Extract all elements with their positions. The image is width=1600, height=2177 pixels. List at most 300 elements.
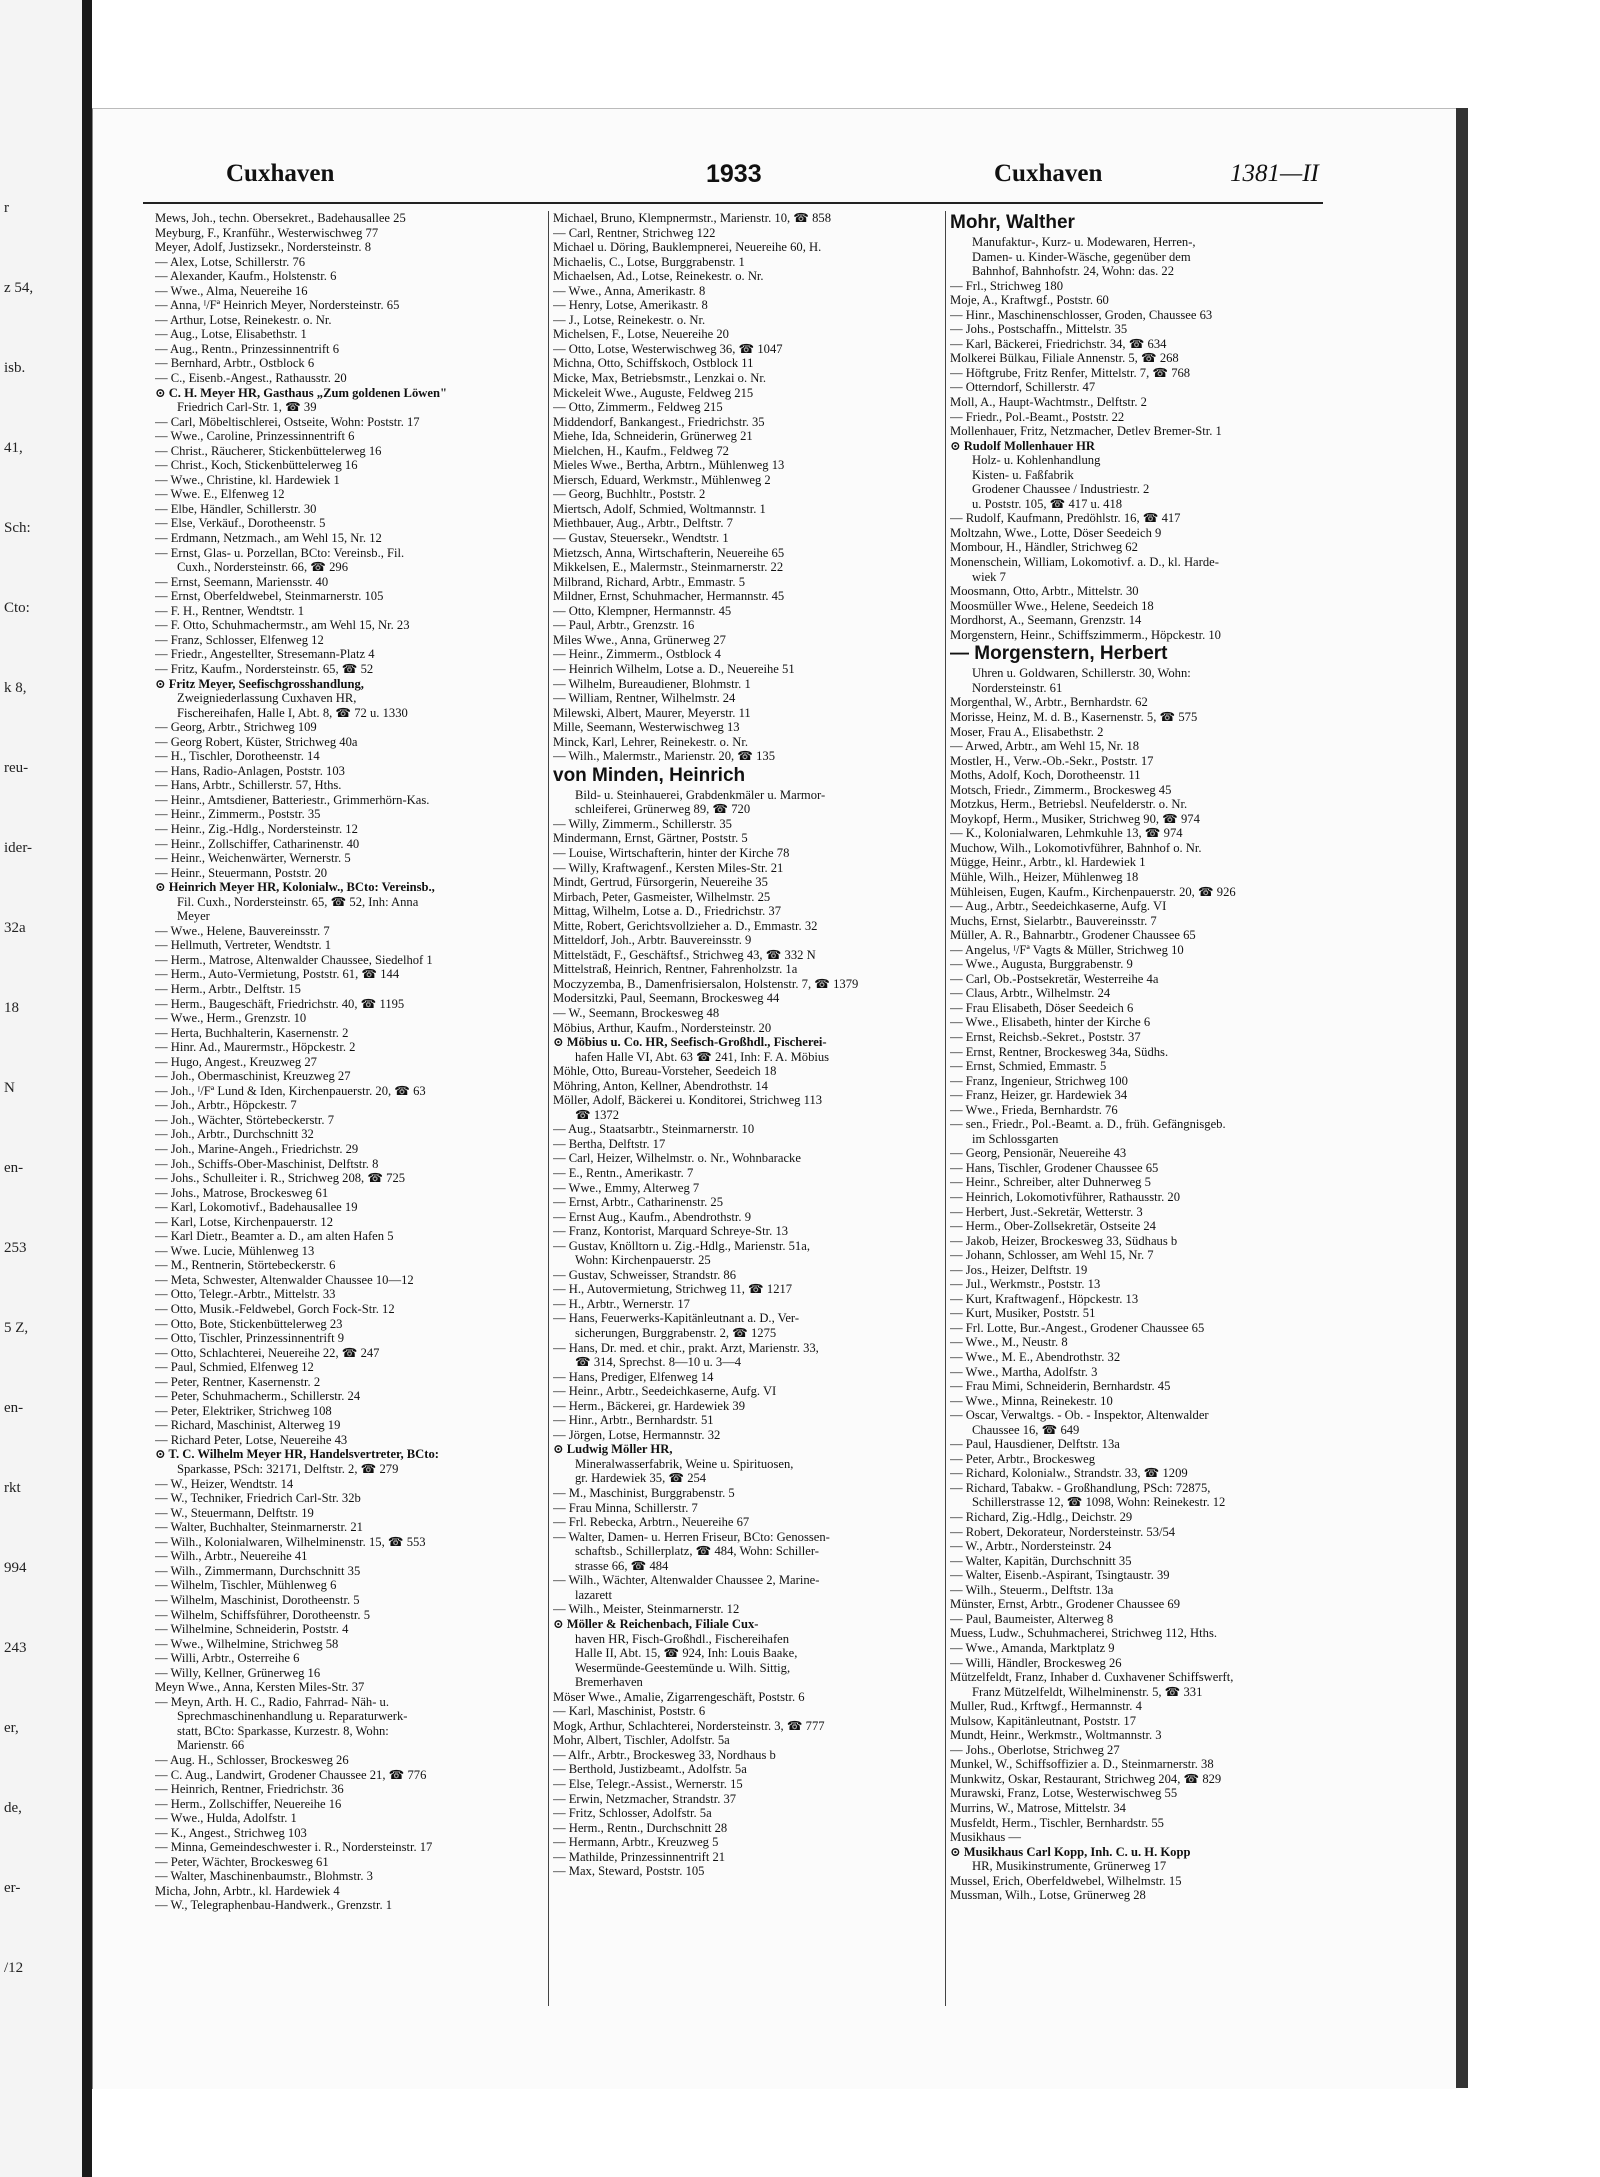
directory-entry: u. Poststr. 105, ☎ 417 u. 418 — [972, 496, 1123, 511]
directory-entry: — Heinrich Wilhelm, Lotse a. D., Neuereihe 51 — [553, 661, 795, 676]
directory-entry: — Heinr., Zig.-Hdlg., Nordersteinstr. 12 — [155, 821, 358, 836]
directory-entry: — Carl, Ob.-Postsekretär, Westerreihe 4a — [950, 971, 1159, 986]
directory-entry: — Max, Steward, Poststr. 105 — [553, 1864, 705, 1879]
directory-entry: Münster, Ernst, Arbtr., Grodener Chaussee 69 — [950, 1597, 1180, 1612]
directory-entry: — Frau Mimi, Schneiderin, Bernhardstr. 45 — [950, 1379, 1171, 1394]
directory-entry: — Erwin, Netzmacher, Strandstr. 37 — [553, 1791, 737, 1806]
directory-entry: — Walter, Buchhalter, Steinmarnerstr. 21 — [155, 1520, 363, 1535]
directory-entry: — Aug. H., Schlosser, Brockesweg 26 — [155, 1752, 349, 1767]
directory-entry: — Mathilde, Prinzessinnentrift 21 — [553, 1849, 726, 1864]
directory-entry: Friedrich Carl-Str. 1, ☎ 39 — [177, 400, 317, 415]
directory-entry: — Joh., Obermaschinist, Kreuzweg 27 — [155, 1069, 351, 1084]
directory-entry: — Wilh., Arbtr., Neuereihe 41 — [155, 1549, 308, 1564]
directory-entry: — Rudolf, Kaufmann, Predöhlstr. 16, ☎ 417 — [950, 511, 1181, 526]
directory-entry: — Peter, Arbtr., Brockesweg — [950, 1451, 1095, 1466]
directory-entry: — Hermann, Arbtr., Kreuzweg 5 — [553, 1835, 719, 1850]
directory-entry: Modersitzki, Paul, Seemann, Brockesweg 44 — [553, 991, 780, 1006]
directory-entry: — Wwe., M. E., Abendrothstr. 32 — [950, 1350, 1121, 1365]
directory-entry: — Gustav, Steuersekr., Wendtstr. 1 — [553, 531, 729, 546]
directory-entry: — Richard, Maschinist, Alterweg 19 — [155, 1418, 341, 1433]
directory-entry: Zweigniederlassung Cuxhaven HR, — [177, 691, 357, 706]
directory-entry: — Kurt, Kraftwagenf., Höpckestr. 13 — [950, 1291, 1139, 1306]
directory-entry: Morgenthal, W., Arbtr., Bernhardstr. 62 — [950, 695, 1148, 710]
directory-entry: Miehe, Ida, Schneiderin, Grünerweg 21 — [553, 429, 753, 444]
directory-entry: hafen Halle VI, Abt. 63 ☎ 241, Inh: F. A. Möbius — [575, 1049, 830, 1064]
directory-entry: ⊙ C. H. Meyer HR, Gasthaus „Zum goldenen Löwen" — [155, 385, 447, 400]
directory-entry: — Willy, Kellner, Grünerweg 16 — [155, 1665, 321, 1680]
directory-entry: Wesermünde-Geestemünde u. Wilh. Sittig, — [575, 1660, 791, 1675]
directory-entry: — Frl. Lotte, Bur.-Angest., Grodener Chaussee 65 — [950, 1320, 1205, 1335]
directory-entry: Moykopf, Herm., Musiker, Strichweg 90, ☎ 974 — [950, 811, 1200, 826]
directory-entry: — Peter, Schuhmacherm., Schillerstr. 24 — [155, 1389, 361, 1404]
directory-entry: Monenschein, William, Lokomotivf. a. D., kl. Harde- — [950, 555, 1219, 570]
directory-entry: Musikhaus — — [950, 1830, 1022, 1845]
page-header — [130, 160, 1330, 194]
directory-entry: Möbius, Arthur, Kaufm., Nordersteinstr. 20 — [553, 1020, 772, 1035]
margin-fragment: k 8, — [4, 680, 27, 696]
directory-entry: — Minna, Gemeindeschwester i. R., Nordersteinstr. 17 — [155, 1840, 433, 1855]
directory-entry: Mohr, Walther — [950, 212, 1075, 233]
directory-entry: Miertsch, Adolf, Schmied, Woltmannstr. 1 — [553, 501, 766, 516]
directory-entry: Bahnhof, Bahnhofstr. 24, Wohn: das. 22 — [972, 264, 1174, 279]
directory-entry: — Richard, Zig.-Hdlg., Deichstr. 29 — [950, 1510, 1133, 1525]
directory-entry: — Georg, Arbtr., Strichweg 109 — [155, 720, 317, 735]
directory-entry: — Herm., Bäckerei, gr. Hardewiek 39 — [553, 1398, 745, 1413]
directory-entry: — Wilhelm, Bureaudiener, Blohmstr. 1 — [553, 676, 751, 691]
directory-entry: Mickeleit Wwe., Auguste, Feldweg 215 — [553, 385, 754, 400]
page-number: 1381—II — [1230, 160, 1319, 187]
directory-entry: — Hans, Prediger, Elfenweg 14 — [553, 1369, 714, 1384]
directory-entry: Murrins, W., Matrose, Mittelstr. 34 — [950, 1800, 1126, 1815]
directory-entry: statt, BCto: Sparkasse, Kurzestr. 8, Wohn: — [177, 1723, 389, 1738]
directory-entry: — Wilh., Steuerm., Delftstr. 13a — [950, 1582, 1114, 1597]
directory-entry: — Aug., Arbtr., Seedeichkaserne, Aufg. VI — [950, 899, 1167, 914]
directory-entry: — Wilhelm, Tischler, Mühlenweg 6 — [155, 1578, 337, 1593]
directory-entry: — Wwe., Minna, Reinekestr. 10 — [950, 1393, 1113, 1408]
directory-entry: — Franz, Ingenieur, Strichweg 100 — [950, 1073, 1128, 1088]
directory-entry: — Wilhelmine, Schneiderin, Poststr. 4 — [155, 1622, 349, 1637]
directory-entry: Muller, Rud., Krftwgf., Hermannstr. 4 — [950, 1699, 1142, 1714]
directory-entry: im Schlossgarten — [972, 1131, 1059, 1146]
directory-entry: — Herm., Auto-Vermietung, Poststr. 61, ☎ 144 — [155, 967, 400, 982]
directory-entry: ⊙ Fritz Meyer, Seefischgrosshandlung, — [155, 676, 364, 691]
directory-entry: — Karl, Maschinist, Poststr. 6 — [553, 1704, 706, 1719]
directory-entry: — Hinr., Arbtr., Bernhardstr. 51 — [553, 1413, 714, 1428]
directory-entry: strasse 66, ☎ 484 — [575, 1558, 669, 1573]
previous-page-edge — [0, 0, 82, 2177]
directory-entry: Meyer, Adolf, Justizsekr., Nordersteinstr. 8 — [155, 240, 372, 255]
directory-entry: Sprechmaschinenhandlung u. Reparaturwerk- — [177, 1709, 408, 1724]
directory-entry: — Ernst, Glas- u. Porzellan, BCto: Vereinsb., Fil. — [155, 545, 405, 560]
directory-entry: — Wwe. Lucie, Mühlenweg 13 — [155, 1243, 315, 1258]
margin-fragment: Sch: — [4, 520, 31, 536]
directory-entry: — Wwe., Frieda, Bernhardstr. 76 — [950, 1102, 1118, 1117]
directory-entry: — Walter, Kapitän, Durchschnitt 35 — [950, 1553, 1132, 1568]
directory-entry: — Otto, Bote, Stickenbüttelerweg 23 — [155, 1316, 343, 1331]
directory-entry: — Wwe., Wilhelmine, Strichweg 58 — [155, 1636, 339, 1651]
directory-entry: — Louise, Wirtschafterin, hinter der Kirche 78 — [553, 845, 790, 860]
directory-entry: — M., Rentnerin, Störtebeckerstr. 6 — [155, 1258, 336, 1273]
directory-entry: haven HR, Fisch-Großhdl., Fischereihafen — [575, 1631, 790, 1646]
directory-entry: Morgenstern, Heinr., Schiffszimmerm., Höpckestr. 10 — [950, 627, 1221, 642]
directory-entry: Wohn: Kirchenpauerstr. 25 — [575, 1253, 711, 1268]
directory-entry: — W., Techniker, Friedrich Carl-Str. 32b — [155, 1491, 361, 1506]
directory-entry: Möhle, Otto, Bureau-Vorsteher, Seedeich 18 — [553, 1064, 777, 1079]
directory-entry: — Meyn, Arth. H. C., Radio, Fahrrad- Näh- u. — [155, 1694, 389, 1709]
directory-entry: — Franz, Kontorist, Marquard Schreye-Str. 13 — [553, 1224, 789, 1239]
directory-entry: Mielchen, H., Kaufm., Feldweg 72 — [553, 443, 729, 458]
directory-entry: — Peter, Rentner, Kasernenstr. 2 — [155, 1374, 321, 1389]
directory-entry: Moosmüller Wwe., Helene, Seedeich 18 — [950, 598, 1154, 613]
directory-entry: — Ernst, Reichsb.-Sekret., Poststr. 37 — [950, 1029, 1141, 1044]
directory-entry: Möhring, Anton, Kellner, Abendrothstr. 14 — [553, 1078, 768, 1093]
directory-entry: — Frl. Rebecka, Arbtrn., Neuereihe 67 — [553, 1515, 750, 1530]
directory-entry: Michael u. Döring, Bauklempnerei, Neuereihe 60, H. — [553, 240, 822, 255]
directory-entry: Mitte, Robert, Gerichtsvollzieher a. D., Emmastr. 32 — [553, 918, 818, 933]
directory-entry: — Gustav, Schweisser, Strandstr. 86 — [553, 1267, 737, 1282]
directory-entry: — Georg, Pensionär, Neuereihe 43 — [950, 1146, 1127, 1161]
directory-entry: Musfeldt, Herm., Tischler, Bernhardstr. 55 — [950, 1815, 1164, 1830]
directory-entry: — Jul., Werkmstr., Poststr. 13 — [950, 1277, 1101, 1292]
margin-fragment: z 54, — [4, 280, 34, 296]
directory-entry: — W., Seemann, Brockesweg 48 — [553, 1005, 720, 1020]
directory-entry: — Christ., Räucherer, Stickenbüttelerweg 16 — [155, 443, 382, 458]
directory-entry: — Alex, Lotse, Schillerstr. 76 — [155, 254, 306, 269]
directory-entry: — Wwe., Hulda, Adolfstr. 1 — [155, 1811, 297, 1826]
directory-entry: Munkwitz, Oskar, Restaurant, Strichweg 204, ☎ 829 — [950, 1771, 1222, 1786]
directory-entry: Michael, Bruno, Klempnermstr., Marienstr. 10, ☎ 858 — [553, 211, 832, 225]
directory-entry: — Herm., Rentn., Durchschnitt 28 — [553, 1820, 728, 1835]
directory-entry: Meyburg, F., Kranführ., Westerwischweg 77 — [155, 225, 379, 240]
directory-entry: — Hugo, Angest., Kreuzweg 27 — [155, 1054, 317, 1069]
margin-fragment: 32a — [4, 920, 26, 936]
directory-entry: — Wwe., Helene, Bauvereinsstr. 7 — [155, 923, 330, 938]
directory-entry: gr. Hardewiek 35, ☎ 254 — [575, 1471, 707, 1486]
directory-entry: — Hellmuth, Vertreter, Wendtstr. 1 — [155, 938, 332, 953]
directory-entry: — H., Arbtr., Wernerstr. 17 — [553, 1296, 690, 1311]
directory-entry: Uhren u. Goldwaren, Schillerstr. 30, Wohn: — [972, 666, 1191, 681]
directory-entry: Schillerstrasse 12, ☎ 1098, Wohn: Reinekestr. 12 — [972, 1495, 1226, 1510]
directory-entry: Milbrand, Richard, Arbtr., Emmastr. 5 — [553, 574, 746, 589]
directory-entry: Grodener Chaussee / Industriestr. 2 — [972, 482, 1150, 497]
directory-entry: — Ernst, Seemann, Mariensstr. 40 — [155, 574, 329, 589]
directory-entry: — Bertha, Delftstr. 17 — [553, 1136, 666, 1151]
directory-entry: Molkerei Bülkau, Filiale Annenstr. 5, ☎ 268 — [950, 351, 1179, 366]
directory-entry: Chaussee 16, ☎ 649 — [972, 1422, 1080, 1437]
directory-entry: — Fritz, Schlosser, Adolfstr. 5a — [553, 1806, 712, 1821]
directory-entry: Michelsen, F., Lotse, Neuereihe 20 — [553, 327, 729, 342]
directory-entry: — F. Otto, Schuhmachermstr., am Wehl 15, Nr. 23 — [155, 618, 410, 633]
margin-fragment: er, — [4, 1720, 19, 1736]
directory-entry: — Hinr. Ad., Maurermstr., Höpckestr. 2 — [155, 1040, 356, 1055]
book-gutter — [82, 0, 92, 2177]
directory-entry: wiek 7 — [972, 569, 1006, 584]
directory-entry: — Erdmann, Netzmach., am Wehl 15, Nr. 12 — [155, 531, 382, 546]
directory-entry: — Georg, Buchhltr., Poststr. 2 — [553, 487, 706, 502]
directory-column-2 — [553, 211, 938, 2006]
margin-fragment: de, — [4, 1800, 22, 1816]
directory-entry: Michaelsen, Ad., Lotse, Reinekestr. o. Nr. — [553, 269, 764, 284]
directory-entry: — Anna, ᴵ/Fª Heinrich Meyer, Nordersteinstr. 65 — [155, 298, 400, 313]
directory-entry: ⊙ Ludwig Möller HR, — [553, 1442, 673, 1457]
directory-entry: — Wwe., Emmy, Alterweg 7 — [553, 1180, 700, 1195]
directory-entry: — Wilhelm, Schiffsführer, Dorotheenstr. 5 — [155, 1607, 371, 1622]
directory-entry: Manufaktur-, Kurz- u. Modewaren, Herren-, — [972, 235, 1196, 249]
directory-entry: — Wwe., M., Neustr. 8 — [950, 1335, 1068, 1350]
directory-entry: — Henry, Lotse, Amerikastr. 8 — [553, 298, 708, 313]
directory-entry: — Paul, Schmied, Elfenweg 12 — [155, 1360, 314, 1375]
directory-entry: HR, Musikinstrumente, Grünerweg 17 — [972, 1859, 1167, 1874]
directory-entry: Bremerhaven — [575, 1675, 643, 1690]
margin-fragment: 18 — [4, 1000, 19, 1016]
directory-entry: ⊙ Möbius u. Co. HR, Seefisch-Großhdl., Fischerei- — [553, 1035, 827, 1050]
directory-entry: — Alexander, Kaufm., Holstenstr. 6 — [155, 269, 337, 284]
directory-entry: Mitteldorf, Joh., Arbtr. Bauvereinsstr. 9 — [553, 933, 752, 948]
directory-entry: — M., Maschinist, Burggrabenstr. 5 — [553, 1486, 735, 1501]
directory-entry: — Karl Dietr., Beamter a. D., am alten Hafen 5 — [155, 1229, 394, 1244]
directory-entry: Mittag, Wilhelm, Lotse a. D., Friedrichstr. 37 — [553, 904, 782, 919]
directory-entry: Fischereihafen, Halle I, Abt. 8, ☎ 72 u. 1330 — [177, 705, 408, 720]
directory-entry: Holz- u. Kohlenhandlung — [972, 453, 1101, 468]
directory-entry: — Hans, Arbtr., Schillerstr. 57, Hths. — [155, 778, 342, 793]
directory-entry: — Carl, Möbeltischlerei, Ostseite, Wohn: Poststr. 17 — [155, 414, 420, 429]
directory-entry: — Paul, Arbtr., Grenzstr. 16 — [553, 618, 695, 633]
directory-entry: Mews, Joh., techn. Obersekret., Badehausallee 25 — [155, 211, 406, 225]
directory-entry: — Franz, Heizer, gr. Hardewiek 34 — [950, 1088, 1128, 1103]
directory-entry: — Else, Telegr.-Assist., Wernerstr. 15 — [553, 1776, 743, 1791]
directory-entry: — Wilh., Malermstr., Marienstr. 20, ☎ 135 — [553, 749, 776, 764]
margin-fragment: reu- — [4, 760, 29, 776]
directory-entry: — Arwed, Arbtr., am Wehl 15, Nr. 18 — [950, 739, 1140, 754]
directory-entry: Miles Wwe., Anna, Grünerweg 27 — [553, 632, 726, 647]
directory-entry: — Joh., Arbtr., Höpckestr. 7 — [155, 1098, 297, 1113]
directory-entry: — Herm., Ober-Zollsekretär, Ostseite 24 — [950, 1219, 1156, 1234]
directory-entry: — Walter, Damen- u. Herren Friseur, BCto: Genossen- — [553, 1529, 830, 1544]
directory-entry: — Karl, Lotse, Kirchenpauerstr. 12 — [155, 1214, 334, 1229]
directory-entry: Mindermann, Ernst, Gärtner, Poststr. 5 — [553, 831, 748, 846]
directory-entry: — Heinrich, Lokomotivführer, Rathausstr. 20 — [950, 1190, 1180, 1204]
directory-column-1 — [155, 211, 540, 2006]
directory-entry: Mützelfeldt, Franz, Inhaber d. Cuxhavener Schiffswerft, — [950, 1670, 1234, 1685]
directory-entry: Munkel, W., Schiffsoffizier a. D., Steinmarnerstr. 38 — [950, 1757, 1214, 1772]
directory-entry: Mussel, Erich, Oberfeldwebel, Wilhelmstr. 15 — [950, 1873, 1182, 1888]
directory-entry: Bild- u. Steinhauerei, Grabdenkmäler u. Marmor- — [575, 787, 826, 802]
directory-entry: — Walter, Maschinenbaumstr., Blohmstr. 3 — [155, 1869, 373, 1884]
directory-entry: — Franz, Schlosser, Elfenweg 12 — [155, 632, 324, 647]
directory-entry: — Richard, Kolonialw., Strandstr. 33, ☎ 1209 — [950, 1466, 1188, 1481]
directory-entry: Muess, Ludw., Schuhmacherei, Strichweg 112, Hths. — [950, 1626, 1217, 1641]
directory-entry: — E., Rentn., Amerikastr. 7 — [553, 1166, 694, 1180]
directory-entry: Mollenhauer, Fritz, Netzmacher, Detlev Bremer-Str. 1 — [950, 424, 1222, 439]
directory-entry: — Ernst, Arbtr., Catharinenstr. 25 — [553, 1195, 723, 1210]
directory-entry: — Elbe, Händler, Schillerstr. 30 — [155, 501, 317, 516]
directory-entry: — Karl, Lokomotivf., Badehausallee 19 — [155, 1200, 358, 1215]
directory-entry: — Jakob, Heizer, Brockesweg 33, Südhaus b — [950, 1233, 1178, 1248]
directory-entry: — Otto, Zimmerm., Feldweg 215 — [553, 400, 723, 415]
directory-entry: — Hinr., Maschinenschlosser, Groden, Chaussee 63 — [950, 307, 1213, 322]
directory-entry: — Friedr., Angestellter, Stresemann-Platz 4 — [155, 647, 375, 662]
header-right-city: Cuxhaven — [994, 160, 1103, 187]
directory-entry: — Herm., Zollschiffer, Neuereihe 16 — [155, 1796, 342, 1811]
directory-entry: Moje, A., Kraftwgf., Poststr. 60 — [950, 293, 1109, 308]
directory-entry: — Heinr., Amtsdiener, Batteriestr., Grimmerhörn-Kas. — [155, 792, 430, 807]
directory-entry: — Johs., Postschaffn., Mittelstr. 35 — [950, 322, 1128, 337]
margin-fragment: r — [4, 200, 9, 216]
directory-entry: Mussman, Wilh., Lotse, Grünerweg 28 — [950, 1888, 1146, 1903]
directory-entry: — W., Heizer, Wendtstr. 14 — [155, 1476, 294, 1491]
directory-entry: — Herbert, Just.-Sekretär, Wetterstr. 3 — [950, 1204, 1143, 1219]
directory-entry: Mittelstraß, Heinrich, Rentner, Fahrenholzstr. 1a — [553, 962, 798, 977]
directory-entry: — Heinr., Weichenwärter, Wernerstr. 5 — [155, 851, 351, 866]
directory-entry: — Meta, Schwester, Altenwalder Chaussee 10—12 — [155, 1272, 414, 1287]
margin-fragment: ider- — [4, 840, 33, 856]
directory-entry: Mogk, Arthur, Schlachterei, Nordersteinstr. 3, ☎ 777 — [553, 1718, 825, 1733]
directory-entry: — Wilh., Wächter, Altenwalder Chaussee 2, Marine- — [553, 1573, 820, 1588]
directory-entry: — Heinr., Zimmerm., Ostblock 4 — [553, 647, 721, 662]
directory-entry: — Berthold, Justizbeamt., Adolfstr. 5a — [553, 1762, 747, 1777]
page-right-edge — [1456, 108, 1468, 2088]
directory-entry: — Richard Peter, Lotse, Neuereihe 43 — [155, 1432, 348, 1447]
directory-entry: Mohr, Albert, Tischler, Adolfstr. 5a — [553, 1733, 730, 1748]
directory-entry: — Joh., Marine-Angeh., Friedrichstr. 29 — [155, 1142, 359, 1156]
directory-entry: — H., Tischler, Dorotheenstr. 14 — [155, 749, 320, 764]
directory-entry: Meyn Wwe., Anna, Kersten Miles-Str. 37 — [155, 1680, 365, 1695]
directory-entry: — Wwe., Amanda, Marktplatz 9 — [950, 1640, 1115, 1655]
directory-entry: — Else, Verkäuf., Dorotheenstr. 5 — [155, 516, 326, 531]
directory-entry: — Heinr., Schreiber, alter Duhnerweg 5 — [950, 1175, 1151, 1190]
directory-entry: Morisse, Heinz, M. d. B., Kasernenstr. 5, ☎ 575 — [950, 709, 1198, 724]
directory-entry: ☎ 1372 — [575, 1107, 620, 1122]
directory-entry: — Otto, Lotse, Westerwischweg 36, ☎ 1047 — [553, 341, 783, 356]
directory-entry: lazarett — [575, 1587, 613, 1602]
directory-entry: — Herm., Matrose, Altenwalder Chaussee, Siedelhof 1 — [155, 952, 433, 967]
directory-entry: — Jörgen, Lotse, Hermannstr. 32 — [553, 1427, 721, 1442]
directory-entry: Motsch, Friedr., Zimmerm., Brockesweg 45 — [950, 782, 1172, 797]
directory-entry: — Wilhelm, Maschinist, Dorotheenstr. 5 — [155, 1592, 360, 1607]
directory-entry: — Gustav, Knölltorn u. Zig.-Hdlg., Marienstr. 51a, — [553, 1238, 810, 1253]
directory-entry: Meyer — [177, 909, 210, 924]
directory-entry: — K., Kolonialwaren, Lehmkuhle 13, ☎ 974 — [950, 826, 1183, 841]
directory-column-3 — [950, 211, 1335, 2006]
directory-entry: — Heinrich, Rentner, Friedrichstr. 36 — [155, 1782, 344, 1797]
margin-fragment: er- — [4, 1880, 21, 1896]
directory-entry: Muchow, Wilh., Lokomotivführer, Bahnhof o. Nr. — [950, 840, 1202, 855]
directory-entry: — Robert, Dekorateur, Nordersteinstr. 53/54 — [950, 1524, 1176, 1539]
directory-entry: — Herm., Baugeschäft, Friedrichstr. 40, ☎ 1195 — [155, 996, 405, 1011]
directory-entry: Mirbach, Peter, Gasmeister, Wilhelmstr. 25 — [553, 889, 771, 904]
directory-entry: — Wilh., Kolonialwaren, Wilhelminenstr. 15, ☎ 553 — [155, 1534, 426, 1549]
directory-entry: — Willy, Zimmerm., Schillerstr. 35 — [553, 816, 732, 831]
directory-entry: — C., Eisenb.-Angest., Rathausstr. 20 — [155, 371, 347, 386]
directory-entry: Kisten- u. Faßfabrik — [972, 467, 1074, 482]
directory-entry: Halle II, Abt. 15, ☎ 924, Inh: Louis Baake, — [575, 1646, 798, 1661]
directory-entry: — Willi, Händler, Brockesweg 26 — [950, 1655, 1122, 1670]
directory-entry: Franz Mützelfeldt, Wilhelminenstr. 5, ☎ 331 — [972, 1684, 1203, 1699]
directory-entry: — Heinr., Zollschiffer, Catharinenstr. 40 — [155, 836, 360, 851]
header-year: 1933 — [706, 160, 762, 188]
directory-entry: — Wwe., Augusta, Burggrabenstr. 9 — [950, 957, 1133, 972]
margin-fragment: 243 — [4, 1640, 27, 1656]
column-divider — [945, 211, 946, 2006]
directory-entry: — W., Steuermann, Delftstr. 19 — [155, 1505, 314, 1520]
directory-entry: — Heinr., Steuermann, Poststr. 20 — [155, 865, 328, 880]
directory-entry: — Otto, Klempner, Hermannstr. 45 — [553, 603, 732, 618]
directory-entry: Moosmann, Otto, Arbtr., Mittelstr. 30 — [950, 584, 1139, 599]
directory-entry: ⊙ T. C. Wilhelm Meyer HR, Handelsvertreter, BCto: — [155, 1447, 439, 1462]
directory-entry: Mühleisen, Eugen, Kaufm., Kirchenpauerstr. 20, ☎ 926 — [950, 884, 1236, 899]
directory-entry: — Otto, Musik.-Feldwebel, Gorch Fock-Str. 12 — [155, 1302, 395, 1317]
directory-entry: — Friedr., Pol.-Beamt., Poststr. 22 — [950, 409, 1125, 424]
directory-entry: — Oscar, Verwaltgs. - Ob. - Inspektor, Altenwalder — [950, 1408, 1209, 1423]
directory-entry: Milewski, Albert, Maurer, Meyerstr. 11 — [553, 705, 751, 720]
directory-entry: — Angelus, ᴵ/Fª Vagts & Müller, Strichweg 10 — [950, 942, 1184, 957]
directory-entry: — Ernst, Rentner, Brockesweg 34a, Südhs. — [950, 1044, 1169, 1059]
directory-entry: — Fritz, Kaufm., Nordersteinstr. 65, ☎ 52 — [155, 661, 374, 676]
directory-entry: — Herm., Arbtr., Delftstr. 15 — [155, 981, 301, 996]
directory-entry: — Christ., Koch, Stickenbüttelerweg 16 — [155, 458, 358, 473]
directory-entry: ⊙ Musikhaus Carl Kopp, Inh. C. u. H. Kopp — [950, 1844, 1191, 1859]
directory-entry: — Frau Elisabeth, Döser Seedeich 6 — [950, 1000, 1134, 1015]
directory-entry: Micha, John, Arbtr., kl. Hardewiek 4 — [155, 1883, 340, 1898]
directory-entry: — Karl, Bäckerei, Friedrichstr. 34, ☎ 634 — [950, 336, 1167, 351]
directory-entry: schleiferei, Grünerweg 89, ☎ 720 — [575, 802, 751, 817]
directory-entry: — Joh., Schiffs-Ober-Maschinist, Delftstr. 8 — [155, 1156, 379, 1171]
directory-entry: Mulsow, Kapitänleutnant, Poststr. 17 — [950, 1713, 1136, 1728]
directory-entry: von Minden, Heinrich — [553, 764, 746, 786]
directory-entry: Fil. Cuxh., Nordersteinstr. 65, ☎ 52, Inh: Anna — [177, 894, 419, 909]
directory-entry: Moczyzemba, B., Damenfrisiersalon, Holstenstr. 7, ☎ 1379 — [553, 976, 859, 991]
margin-fragment: N — [4, 1080, 15, 1096]
directory-entry: — Carl, Heizer, Wilhelmstr. o. Nr., Wohnbaracke — [553, 1151, 801, 1166]
directory-entry: — Otto, Telegr.-Arbtr., Mittelstr. 33 — [155, 1287, 336, 1302]
directory-entry: — W., Telegraphenbau-Handwerk., Grenzstr. 1 — [155, 1898, 393, 1913]
directory-entry: — Claus, Arbtr., Wilhelmstr. 24 — [950, 986, 1111, 1001]
directory-entry: — Hans, Dr. med. et chir., prakt. Arzt, Marienstr. 33, — [553, 1340, 819, 1355]
directory-entry: Michna, Otto, Schiffskoch, Ostblock 11 — [553, 356, 754, 371]
directory-entry: Mikkelsen, E., Malermstr., Steinmarnerstr. 22 — [553, 560, 784, 575]
margin-fragment: rkt — [4, 1480, 21, 1496]
directory-entry: Mügge, Heinr., Arbtr., kl. Hardewiek 1 — [950, 855, 1146, 870]
directory-entry: Damen- u. Kinder-Wäsche, gegenüber dem — [972, 249, 1191, 264]
directory-entry: — Arthur, Lotse, Reinekestr. o. Nr. — [155, 312, 332, 327]
directory-entry: Mineralwasserfabrik, Weine u. Spirituosen, — [575, 1456, 794, 1471]
directory-entry: — sen., Friedr., Pol.-Beamt. a. D., früh. Gefängnisgeb. — [950, 1117, 1226, 1132]
directory-entry: — Wwe., Christine, kl. Hardewiek 1 — [155, 472, 340, 487]
directory-entry: Mildner, Ernst, Schuhmacher, Hermannstr. 45 — [553, 589, 785, 604]
directory-entry: — Morgenstern, Herbert — [950, 643, 1168, 665]
directory-entry: ⊙ Möller & Reichenbach, Filiale Cux- — [553, 1616, 759, 1631]
directory-entry: Mindt, Gertrud, Fürsorgerin, Neuereihe 35 — [553, 875, 768, 890]
margin-fragment: en- — [4, 1160, 24, 1176]
directory-entry: — Joh., Arbtr., Durchschnitt 32 — [155, 1127, 314, 1142]
directory-entry: — Joh., ᴵ/Fª Lund & Iden, Kirchenpauerstr. 20, ☎ 63 — [155, 1083, 426, 1098]
directory-entry: — Höftgrube, Fritz Renfer, Mittelstr. 7, ☎ 768 — [950, 365, 1191, 380]
directory-entry: — Wwe., Caroline, Prinzessinnentrift 6 — [155, 429, 355, 444]
directory-entry: Miersch, Eduard, Werkmstr., Mühlenweg 2 — [553, 472, 771, 487]
directory-entry: — Wwe., Herm., Grenzstr. 10 — [155, 1011, 307, 1026]
directory-entry: Micke, Max, Betriebsmstr., Lenzkai o. Nr. — [553, 371, 766, 386]
directory-entry: Michaelis, C., Lotse, Burggrabenstr. 1 — [553, 254, 745, 269]
directory-entry: Moltzahn, Wwe., Lotte, Döser Seedeich 9 — [950, 525, 1162, 540]
margin-fragment: 5 Z, — [4, 1320, 29, 1336]
directory-entry: Moser, Frau A., Elisabethstr. 2 — [950, 724, 1104, 739]
directory-entry: sicherungen, Burggrabenstr. 2, ☎ 1275 — [575, 1326, 777, 1341]
margin-fragment: /12 — [4, 1960, 24, 1976]
directory-entry: — Otto, Tischler, Prinzessinnentrift 9 — [155, 1331, 345, 1346]
directory-entry: — Peter, Elektriker, Strichweg 108 — [155, 1403, 332, 1418]
directory-entry: Mittelstädt, F., Geschäftsf., Strichweg 43, ☎ 332 N — [553, 947, 816, 962]
directory-entry: — Johs., Schulleiter i. R., Strichweg 208, ☎ 725 — [155, 1171, 406, 1186]
